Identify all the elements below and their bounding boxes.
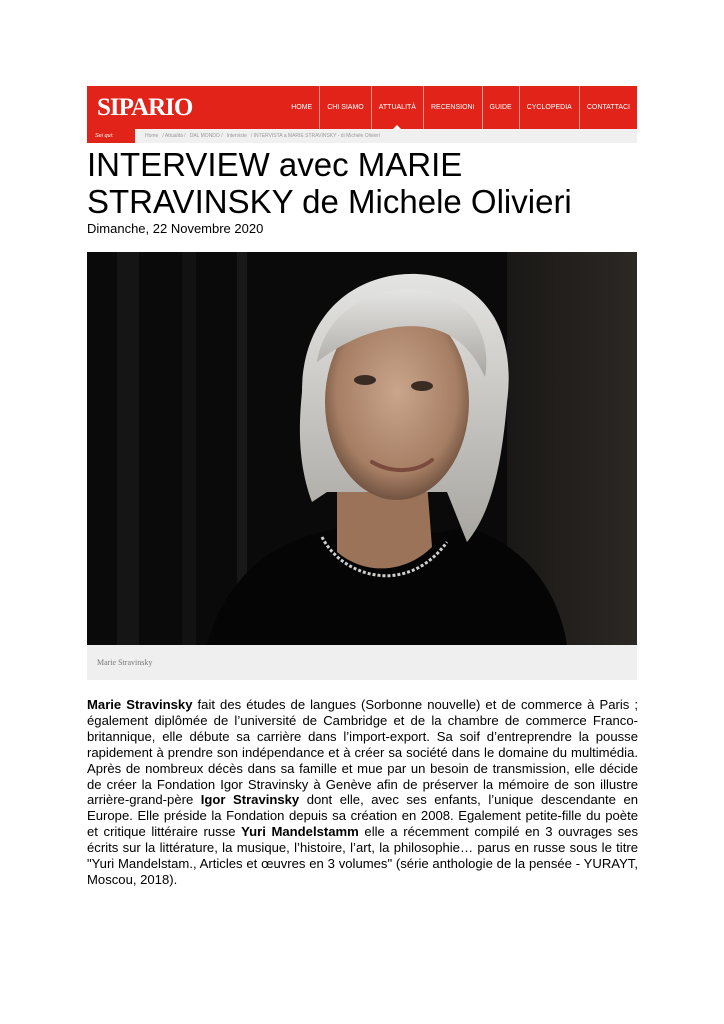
nav-home[interactable]: HOME [291,104,313,111]
breadcrumb-dal-mondo[interactable]: DAL MONDO / [189,133,223,139]
article-body [87,697,638,888]
portrait-illustration [87,252,637,645]
body-segment: Igor Stravinsky [200,792,300,808]
nav-contattaci[interactable]: CONTATTACI [579,86,637,129]
breadcrumb-home[interactable]: Home [145,133,159,139]
article-date: Dimanche, 22 Novembre 2020 [87,221,264,236]
breadcrumb [87,129,637,143]
breadcrumb-label: Sei qui: [87,129,135,143]
photo-caption-bar [87,645,637,680]
nav-attualita[interactable]: ATTUALITÀ [371,86,423,129]
main-nav [284,86,637,129]
article-title: INTERVIEW avec MARIE STRAVINSKY de Michele Olivieri [87,146,572,220]
body-segment: elle a récemment compilé en 3 ouvrages ses écrits sur la littérature, la musique, l’histoire, l’art, la philosophie… parus en russe sous le titre "Yuri Mandelstam., Articles et œuvres en 3 volumes" (série anthologie de la pensée - YURAYT, Moscou, 2018). [87,824,638,887]
nav-recensioni[interactable]: RECENSIONI [423,86,482,129]
breadcrumb-current: / INTERVISTA a MARIE STRAVINSKY - di Michele Olivieri [250,133,380,139]
nav-cyclopedia[interactable]: CYCLOPEDIA [519,86,579,129]
body-segment: Yuri Mandelstamm [241,824,359,840]
body-segment: dont elle, avec ses enfants, l’unique descendante en Europe. Elle préside la Fondation depuis sa création en 2008. Egalement petite-fille du poète et critique littéraire russe [87,792,639,840]
nav-chi-siamo[interactable]: CHI SIAMO [319,86,371,129]
nav-guide[interactable]: GUIDE [482,86,519,129]
breadcrumb-interviste[interactable]: Interviste [226,133,247,139]
article-photo [87,252,637,645]
body-segment: Marie Stravinsky [87,697,193,712]
photo-caption: Marie Stravinsky [97,658,153,667]
body-segment: fait des études de langues (Sorbonne nouvelle) et de commerce à Paris ; également diplômée de l’université de Cambridge et de la chambre de commerce Franco-britannique, elle débute sa carrière dans l’import-export. Sa soif d’entreprendre la pousse rapidement à prendre son indépendance et à créer sa société dans le domaine du multimédia. Après de nombreux décès dans sa famille et mue par un besoin de transmission, elle décide de créer la Fondation Igor Stravinsky à Genève afin de préserver la mémoire de son illustre arrière-grand-père [87,697,638,808]
site-logo[interactable]: SIPARIO [97,93,193,121]
site-header [87,86,637,129]
breadcrumb-attualita[interactable]: / Attualità / [162,133,186,139]
